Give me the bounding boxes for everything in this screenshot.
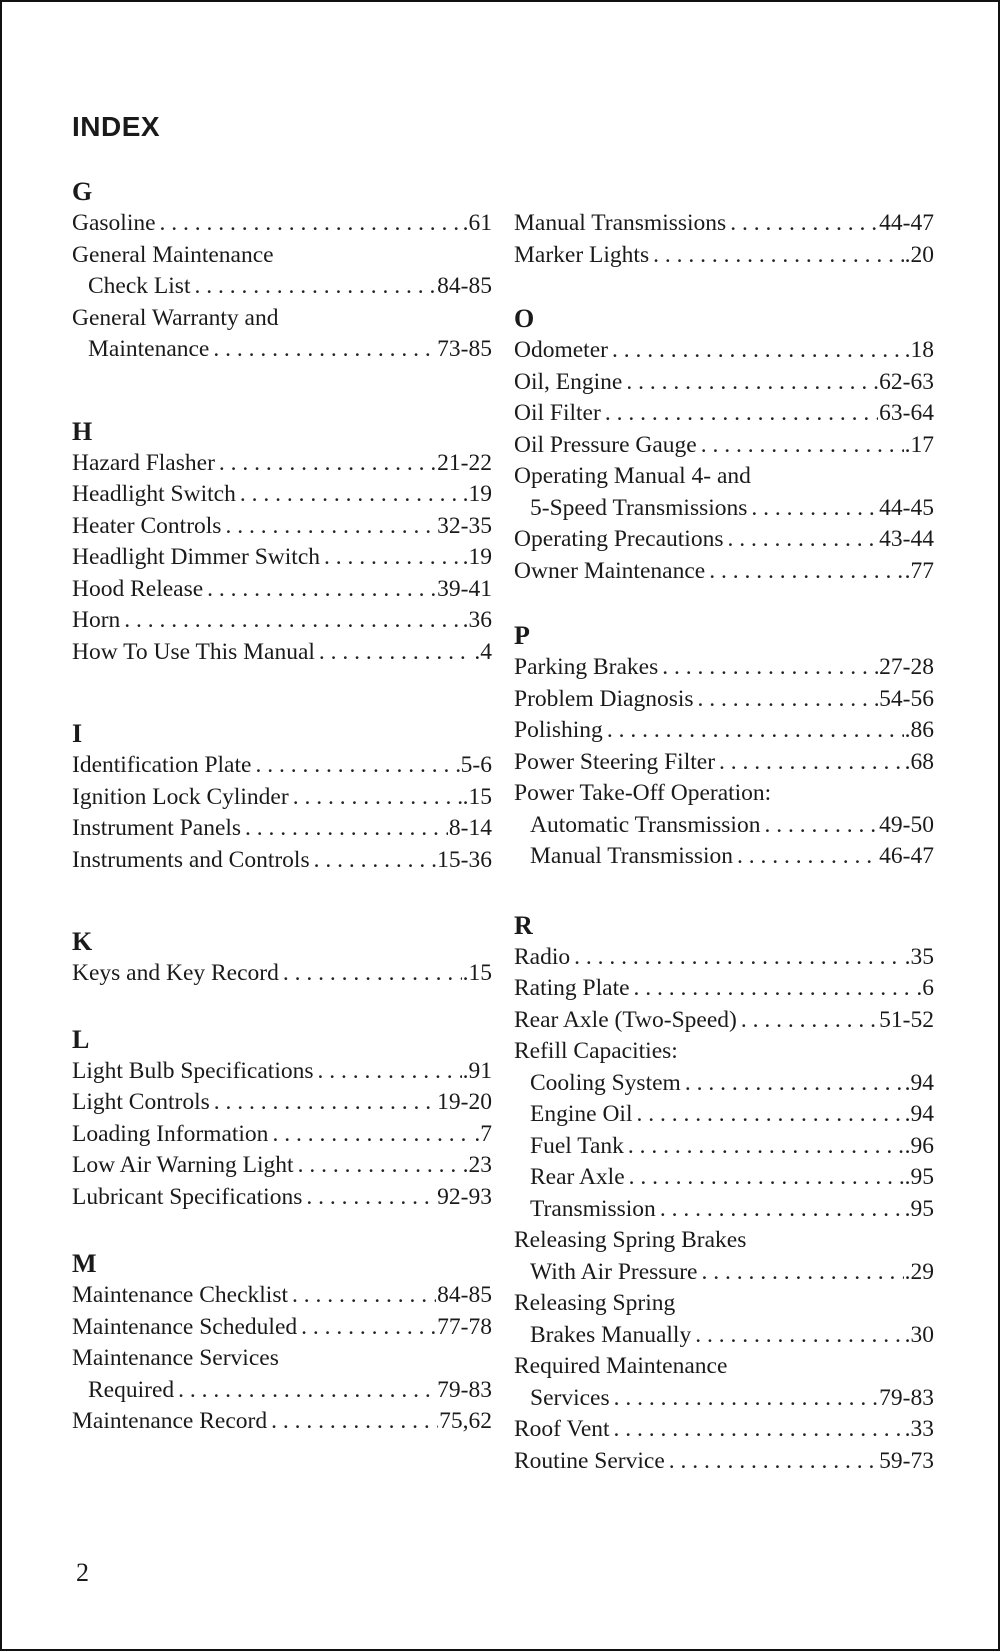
dot-leader [737, 841, 878, 873]
section-letter: O [514, 304, 535, 333]
entry-term: Releasing Spring Brakes [514, 1227, 747, 1253]
dot-leader [255, 750, 459, 782]
entry-page: 59-73 [879, 1447, 934, 1474]
entry-term: Oil Filter [514, 400, 601, 426]
section-letter: H [72, 416, 93, 446]
entry-page: 5-6 [460, 752, 492, 778]
index-entry-heater-controls [72, 511, 492, 543]
entry-page: .33 [904, 1416, 934, 1442]
entry-term: Maintenance Record [72, 1408, 268, 1434]
dot-leader [662, 652, 878, 684]
entry-page: 62-63 [879, 368, 934, 395]
index-entry-5-speed-transmissions [514, 493, 934, 525]
dot-leader [612, 335, 904, 367]
dot-leader [292, 1280, 436, 1312]
index-section-r [514, 910, 934, 1478]
index-entry-automatic-transmission [514, 810, 934, 842]
index-entry-maintenance-services [72, 1343, 492, 1375]
index-section-h [72, 416, 492, 669]
entry-page: 27-28 [879, 654, 934, 680]
dot-leader [271, 1406, 438, 1438]
index-section-g [72, 176, 492, 366]
dot-leader [306, 1182, 436, 1214]
entry-page: .95 [904, 1195, 934, 1222]
dot-leader [240, 479, 462, 511]
entry-page: .30 [904, 1321, 934, 1348]
entry-page: .61 [462, 210, 492, 236]
entry-term: Polishing [514, 717, 603, 743]
entry-term: Power Take-Off Operation: [514, 780, 772, 806]
entry-page: 92-93 [437, 1183, 492, 1210]
entry-page: .17 [904, 431, 934, 458]
entry-term: Oil, Engine [514, 368, 623, 395]
index-entry-marker-lights [514, 240, 934, 272]
index-entry-oil-filter [514, 398, 934, 430]
entry-term: Power Steering Filter [514, 748, 716, 775]
entry-page: .29 [904, 1258, 934, 1285]
entry-term: Manual Transmission [530, 843, 734, 869]
entry-page: .20 [904, 241, 934, 268]
dot-leader [314, 845, 437, 877]
index-entry-light-controls [72, 1087, 492, 1119]
entry-page: 77-78 [437, 1313, 492, 1340]
entry-page: 15-36 [437, 846, 492, 873]
entry-page: 84-85 [437, 273, 492, 299]
index-entry-how-to-use-this-manual [72, 637, 492, 669]
dot-leader [719, 747, 904, 779]
entry-term: Odometer [514, 337, 608, 363]
index-entry-maintenance [72, 334, 492, 366]
entry-term: Maintenance Services [72, 1345, 279, 1371]
dot-leader [695, 1320, 903, 1352]
entry-page: .96 [904, 1132, 934, 1159]
entry-term: General Warranty and [72, 304, 279, 331]
entry-page: .19 [462, 544, 492, 570]
dot-leader [701, 1257, 903, 1289]
dot-leader [178, 1375, 436, 1407]
index-entry-operating-precautions [514, 524, 934, 556]
entry-page: 21-22 [437, 449, 492, 476]
entry-term: Keys and Key Record [72, 960, 279, 986]
entry-page: 79-83 [437, 1376, 492, 1403]
entry-page: 49-50 [879, 811, 934, 838]
index-entry-fuel-tank [514, 1131, 934, 1163]
entry-term: Oil Pressure Gauge [514, 431, 697, 458]
index-section-i [72, 718, 492, 876]
entry-page: 44-45 [879, 494, 934, 521]
entry-page: 63-64 [879, 400, 934, 426]
dot-leader [730, 208, 878, 240]
index-entry-instruments-and-controls [72, 845, 492, 877]
entry-page: .95 [904, 1164, 934, 1190]
index-entry-rear-axle [514, 1162, 934, 1194]
entry-page: .86 [904, 717, 934, 743]
index-entry-parking-brakes [514, 652, 934, 684]
section-letter: R [514, 910, 533, 940]
dot-leader [634, 973, 916, 1005]
dot-leader [124, 605, 461, 637]
entry-page: 8-14 [448, 815, 492, 841]
entry-page: 73-85 [437, 336, 492, 362]
section-letter: P [514, 621, 530, 650]
dot-leader [214, 1087, 436, 1119]
dot-leader [751, 493, 878, 525]
index-entry-loading-information [72, 1119, 492, 1151]
entry-term: Low Air Warning Light [72, 1152, 294, 1178]
entry-term: Lubricant Specifications [72, 1183, 303, 1210]
entry-term: Identification Plate [72, 752, 252, 778]
entry-term: Routine Service [514, 1447, 665, 1474]
index-entry-headlight-switch [72, 479, 492, 511]
entry-term: Owner Maintenance [514, 557, 706, 584]
entry-term: Loading Information [72, 1120, 269, 1147]
entry-term: Heater Controls [72, 512, 222, 539]
dot-leader [669, 1446, 878, 1478]
entry-term: Maintenance Scheduled [72, 1313, 298, 1340]
entry-term: Rating Plate [514, 975, 630, 1001]
page-title: INDEX [72, 111, 161, 142]
dot-leader [319, 637, 473, 669]
index-entry-transmission [514, 1194, 934, 1226]
index-entry-maintenance-scheduled [72, 1312, 492, 1344]
index-entry-oil-pressure-gauge [514, 430, 934, 462]
dot-leader [272, 1119, 473, 1151]
dot-leader [628, 1131, 904, 1163]
dot-leader [614, 1383, 879, 1415]
entry-page: .15 [462, 783, 492, 810]
index-entry-engine-oil [514, 1099, 934, 1131]
entry-term: 5-Speed Transmissions [530, 494, 748, 521]
dot-leader [301, 1312, 436, 1344]
index-entry-polishing [514, 715, 934, 747]
entry-term: Transmission [530, 1195, 656, 1222]
section-letter: M [72, 1249, 97, 1278]
entry-term: Automatic Transmission [530, 811, 761, 838]
dot-leader [698, 684, 879, 716]
index-entry-roof-vent [514, 1414, 934, 1446]
dot-leader [574, 942, 903, 974]
dot-leader [219, 448, 436, 480]
entry-page: 46-47 [879, 843, 934, 869]
entry-term: Light Controls [72, 1089, 210, 1115]
dot-leader [283, 958, 462, 990]
dot-leader [709, 556, 903, 588]
section-letter: K [72, 927, 93, 956]
index-entry-ignition-lock-cylinder [72, 782, 492, 814]
entry-page: .19 [462, 481, 492, 507]
entry-term: Rear Axle [530, 1164, 625, 1190]
entry-page: 32-35 [437, 512, 492, 539]
entry-term: Roof Vent [514, 1416, 610, 1442]
entry-term: Refill Capacities: [514, 1038, 678, 1064]
index-entry-light-bulb-specifications [72, 1056, 492, 1088]
entry-term: Operating Precautions [514, 526, 724, 552]
dot-leader [605, 398, 878, 430]
index-entry-refill-capacities [514, 1036, 934, 1068]
entry-page: 54-56 [879, 685, 934, 712]
index-entry-check-list [72, 271, 492, 303]
index-entry-lubricant-specifications [72, 1182, 492, 1214]
index-entry-maintenance-checklist [72, 1280, 492, 1312]
entry-page: 39-41 [437, 575, 492, 602]
index-entry-releasing-spring [514, 1288, 934, 1320]
index-section-k [72, 926, 492, 990]
index-column-left [72, 176, 492, 1438]
dot-leader [636, 1099, 903, 1131]
entry-term: Brakes Manually [530, 1321, 692, 1348]
entry-term: Instrument Panels [72, 815, 242, 841]
index-entry-power-take-off-operation [514, 778, 934, 810]
dot-leader [741, 1005, 878, 1037]
entry-term: Required [88, 1376, 175, 1403]
entry-page: 51-52 [879, 1006, 934, 1033]
dot-leader [607, 715, 904, 747]
dot-leader [614, 1414, 904, 1446]
entry-page: .7 [474, 1120, 492, 1147]
index-entry-identification-plate [72, 750, 492, 782]
dot-leader [764, 810, 878, 842]
entry-term: Headlight Switch [72, 481, 236, 507]
dot-leader [701, 430, 904, 462]
dot-leader [194, 271, 436, 303]
index-entry-gasoline [72, 208, 492, 240]
entry-term: Operating Manual 4- and [514, 463, 751, 489]
dot-leader [225, 511, 436, 543]
entry-page: .94 [904, 1069, 934, 1096]
entry-term: Maintenance Checklist [72, 1282, 288, 1308]
entry-term: Engine Oil [530, 1101, 633, 1127]
entry-term: How To Use This Manual [72, 638, 315, 665]
index-entry-required [72, 1375, 492, 1407]
index-entry-low-air-warning-light [72, 1150, 492, 1182]
entry-term: Rear Axle (Two-Speed) [514, 1006, 737, 1033]
entry-page: .18 [904, 337, 934, 363]
dot-leader [318, 1056, 462, 1088]
index-entry-cooling-system [514, 1068, 934, 1100]
dot-leader [245, 813, 448, 845]
index-entry-releasing-spring-brakes [514, 1225, 934, 1257]
entry-page: .6 [916, 975, 934, 1001]
index-entry-rating-plate [514, 973, 934, 1005]
dot-leader [160, 208, 462, 240]
index-entry-rear-axle-two-speed [514, 1005, 934, 1037]
index-entry-with-air-pressure [514, 1257, 934, 1289]
index-entry-required-maintenance [514, 1351, 934, 1383]
entry-term: Manual Transmissions [514, 210, 727, 236]
index-entry-hazard-flasher [72, 448, 492, 480]
dot-leader [660, 1194, 904, 1226]
entry-term: With Air Pressure [530, 1258, 698, 1285]
entry-term: Hazard Flasher [72, 449, 215, 476]
entry-term: Marker Lights [514, 241, 650, 268]
entry-term: Check List [88, 273, 191, 299]
entry-page: 75,62 [439, 1408, 492, 1434]
dot-leader [727, 524, 878, 556]
index-entry-manual-transmission [514, 841, 934, 873]
index-section-continued [514, 208, 934, 271]
dot-leader [685, 1068, 904, 1100]
index-entry-brakes-manually [514, 1320, 934, 1352]
entry-term: Releasing Spring [514, 1290, 676, 1316]
index-section-o [514, 303, 934, 587]
index-entry-routine-service [514, 1446, 934, 1478]
entry-page: .4 [474, 638, 492, 665]
dot-leader [629, 1162, 904, 1194]
entry-page: .77 [904, 557, 934, 584]
dot-leader [324, 542, 462, 574]
entry-term: General Maintenance [72, 241, 274, 268]
entry-page: .23 [462, 1152, 492, 1178]
entry-term: Cooling System [530, 1069, 681, 1096]
entry-page: 44-47 [879, 210, 934, 236]
entry-term: Gasoline [72, 210, 156, 236]
entry-page: .15 [462, 960, 492, 986]
index-section-l [72, 1024, 492, 1214]
dot-leader [213, 334, 436, 366]
entry-term: Ignition Lock Cylinder [72, 783, 289, 810]
index-entry-operating-manual-4-and [514, 461, 934, 493]
dot-leader [626, 367, 878, 399]
entry-term: Radio [514, 943, 571, 970]
entry-term: Fuel Tank [530, 1132, 624, 1159]
entry-page: .68 [904, 748, 934, 775]
index-entry-oil-engine [514, 367, 934, 399]
index-entry-problem-diagnosis [514, 684, 934, 716]
section-letter: I [72, 719, 83, 748]
index-section-m [72, 1248, 492, 1438]
entry-page: 43-44 [879, 526, 934, 552]
index-entry-general-maintenance [72, 240, 492, 272]
section-letter: L [72, 1024, 90, 1054]
entry-term: Light Bulb Specifications [72, 1057, 314, 1084]
index-entry-hood-release [72, 574, 492, 606]
entry-page: .35 [904, 943, 934, 970]
index-entry-keys-and-key-record [72, 958, 492, 990]
index-entry-instrument-panels [72, 813, 492, 845]
index-entry-manual-transmissions [514, 208, 934, 240]
index-entry-owner-maintenance [514, 556, 934, 588]
index-entry-general-warranty-and [72, 303, 492, 335]
index-column-right [514, 208, 934, 1477]
page-number: 2 [76, 1558, 89, 1587]
index-entry-horn [72, 605, 492, 637]
entry-term: Required Maintenance [514, 1353, 728, 1379]
entry-page: 79-83 [879, 1384, 934, 1411]
index-entry-power-steering-filter [514, 747, 934, 779]
entry-term: Hood Release [72, 575, 204, 602]
entry-term: Instruments and Controls [72, 846, 310, 873]
entry-page: 84-85 [437, 1282, 492, 1308]
entry-term: Horn [72, 607, 121, 633]
index-entry-maintenance-record [72, 1406, 492, 1438]
dot-leader [298, 1150, 462, 1182]
index-entry-odometer [514, 335, 934, 367]
entry-page: 19-20 [437, 1089, 492, 1115]
entry-term: Maintenance [88, 336, 210, 362]
entry-page: .94 [904, 1101, 934, 1127]
dot-leader [293, 782, 462, 814]
dot-leader [653, 240, 904, 272]
index-entry-headlight-dimmer-switch [72, 542, 492, 574]
dot-leader [207, 574, 436, 606]
entry-term: Services [530, 1384, 610, 1411]
index-section-p [514, 620, 934, 873]
entry-page: .36 [462, 607, 492, 633]
section-letter: G [72, 177, 93, 206]
entry-term: Headlight Dimmer Switch [72, 544, 321, 570]
index-entry-radio [514, 942, 934, 974]
entry-page: .91 [462, 1057, 492, 1084]
entry-term: Parking Brakes [514, 654, 659, 680]
index-entry-services [514, 1383, 934, 1415]
entry-term: Problem Diagnosis [514, 685, 694, 712]
